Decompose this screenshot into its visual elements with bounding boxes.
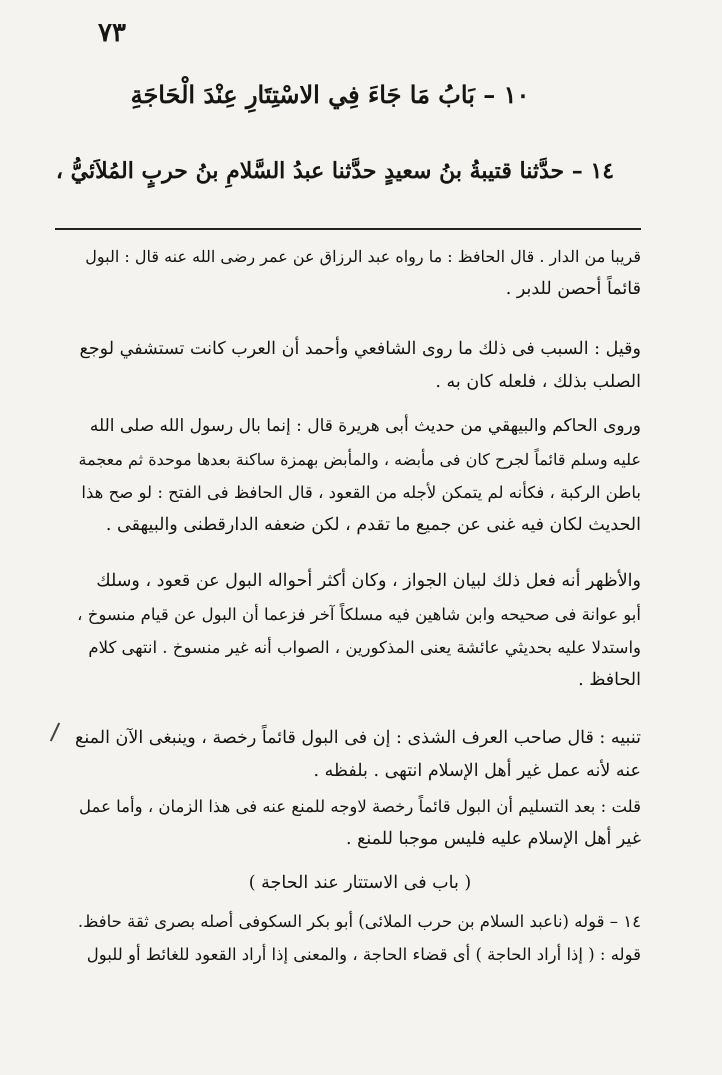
hadith-chain-line: ١٤ – حدَّثنا قتيبةُ بنُ سعيدٍ حدَّثنا عبدُ السَّلامِ بنُ حربٍ المُلاَئيُّ ، xyxy=(55,158,615,184)
chapter-title: ١٠ – بَابُ مَا جَاءَ فِي الاسْتِتَارِ عِنْدَ الْحَاجَةِ xyxy=(130,80,530,109)
paragraph xyxy=(75,333,641,399)
text-line: والأظهر أنه فعل ذلك لبيان الجواز ، وكان أكثر أحواله البول عن قعود ، وسلك xyxy=(96,571,641,591)
commentary-line: ١٤ – قوله (ناعبد السلام بن حرب الملائى) أبو بكر السكوفى أصله بصرى ثقة حافظ. xyxy=(77,912,641,931)
text-line: الحافظ . xyxy=(578,670,641,690)
margin-mark xyxy=(50,723,60,742)
separator-rule xyxy=(55,228,641,230)
text-line: عنه لأنه عمل غير أهل الإسلام انتهى . بلفظه . xyxy=(313,761,641,781)
paragraph xyxy=(75,790,641,856)
text-line: قلت : بعد التسليم أن البول قائماً رخصة لاوجه للمنع عنه فى هذا الزمان ، وأما عمل xyxy=(79,797,641,816)
text-line: تنبيه : قال صاحب العرف الشذى : إن فى البول قائماً رخصة ، وينبغى الآن المنع xyxy=(75,728,641,748)
paragraph xyxy=(75,240,641,306)
page-number: ٧٣ xyxy=(98,18,126,48)
commentary-line: قوله : ( إذا أراد الحاجة ) أى قضاء الحاجة ، والمعنى إذا أراد القعود للغائط أو للبول xyxy=(86,945,641,964)
text-line: أبو عوانة فى صحيحه وابن شاهين فيه مسلكاً آخر فزعما أن البول عن قيام منسوخ ، xyxy=(77,605,641,624)
text-line: واستدلا عليه بحديثي عائشة يعنى المذكورين ، الصواب أنه غير منسوخ . انتهى كلام xyxy=(88,638,641,657)
paragraph xyxy=(75,565,641,697)
text-line: الصلب بذلك ، فلعله كان به . xyxy=(435,372,641,392)
text-line: قائماً أحصن للدبر . xyxy=(505,279,641,299)
sub-heading: ( باب فى الاستتار عند الحاجة ) xyxy=(248,873,472,893)
paragraph xyxy=(75,722,641,788)
text-line: وقيل : السبب فى ذلك ما روى الشافعي وأحمد أن العرب كانت تستشفي لوجع xyxy=(79,339,641,359)
text-line: عليه وسلم قائماً لجرح كان فى مأبضه ، والمأبض بهمزة ساكنة بعدها موحدة ثم معجمة xyxy=(78,450,641,469)
text-line: باطن الركبة ، فكأنه لم يتمكن لأجله من القعود ، قال الحافظ فى الفتح : لو صح هذا xyxy=(81,483,641,502)
text-line: قريبا من الدار . قال الحافظ : ما رواه عبد الرزاق عن عمر رضى الله عنه قال : البول xyxy=(85,247,641,266)
paragraph xyxy=(75,410,641,542)
text-line: الحديث لكان فيه غنى عن جميع ما تقدم ، لكن ضعفه الدارقطنى والبيهقى . xyxy=(105,515,641,535)
text-line: وروى الحاكم والبيهقي من حديث أبى هريرة قال : إنما بال رسول الله صلى الله xyxy=(89,416,641,436)
text-line: غير أهل الإسلام عليه فليس موجبا للمنع . xyxy=(345,829,641,849)
